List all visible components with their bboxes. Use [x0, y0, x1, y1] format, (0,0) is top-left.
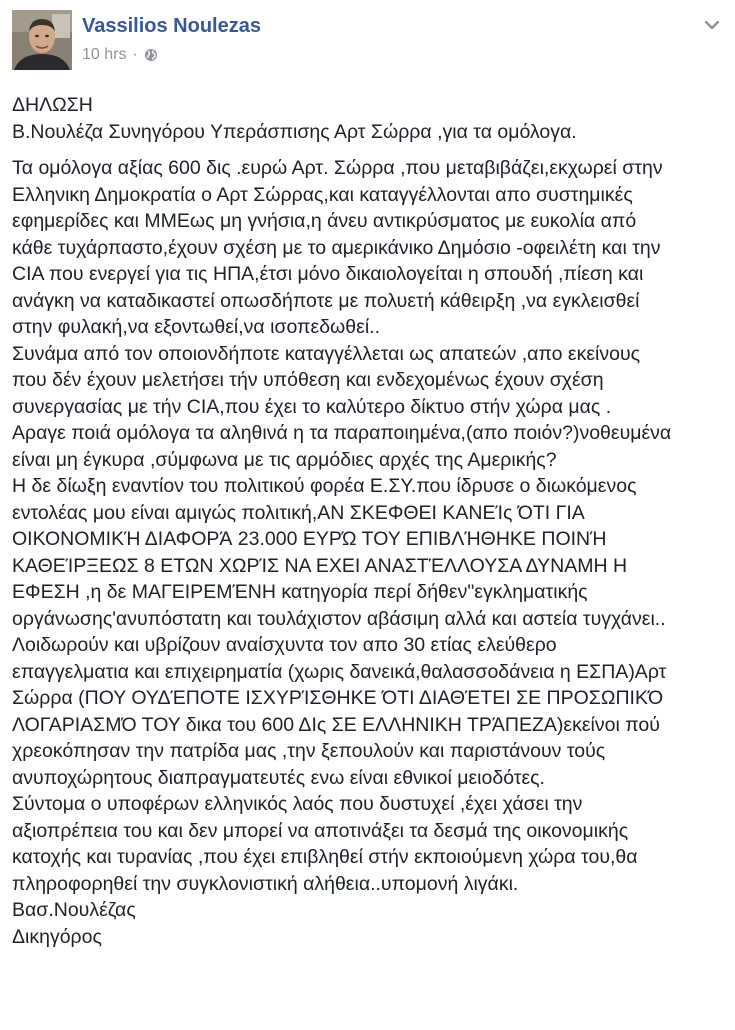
chevron-down-icon[interactable] — [701, 14, 723, 36]
meta-separator: · — [132, 46, 138, 63]
avatar[interactable] — [12, 10, 72, 70]
post-timestamp[interactable]: 10 hrs — [82, 46, 127, 63]
profile-photo-icon — [12, 10, 72, 70]
post-text — [12, 92, 724, 950]
post-body: Τα ομόλογα αξίας 600 δις .ευρώ Αρτ. Σώρρα ,που μεταβιβάζει,εκχωρεί στην Ελληνικη Δημοκρατία ο Αρτ Σώρρας,και καταγγέλλονται απο συστημικές εφημερίδες και ΜΜΕως μη γνήσια,η άνευ αντικρύσματος με ευκολία από κάθε τυχάρπαστο,έχουν σχέση με το αμερικάνικο Δημόσιο -οφειλέτη και την CIA που ενεργεί για τις ΗΠΑ,έτσι μόνο δικαιολογείται η σπουδή ,πίεση και ανάγκη να καταδικαστεί οπωσδήποτε με πολυετή κάθειρξη ,να εγκλεισθεί στην φυλακή,να εξοντωθεί,να ισοπεδωθεί.. Συνάμα από τον οποιονδήποτε καταγγέλλεται ως απατεών ,απο εκείνους που δέν έχουν μελετήσει τήν υπόθεση και ενδεχομένως έχουν σχέση συνεργασίας με τήν CIA,που έχει το καλύτερο δίκτυο στήν χώρα μας . Αραγε ποιά ομόλογα τα αληθινά η τα παραποιημένα,(απο ποιόν?)νοθευμένα είναι μη έγκυρα ,σύμφωνα με τις αρμόδιες αρχές της Αμερικής? Η δε δίωξη εναντίον του πολιτικού φορέα Ε.ΣΥ.που ίδρυσε ο διωκόμενος εντολέας μου είναι αμιγώς πολιτική,ΑΝ ΣΚΕΦΘΕΙ ΚΑΝΕΊς ΌΤΙ ΓΙΑ ΟΙΚΟΝΟΜΙΚΉ ΔΙΑΦΟΡΆ 23.000 ΕΥΡΏ ΤΟΥ ΕΠΙΒΛΉΘΗΚΕ ΠΟΙΝΉ ΚΑΘΕΊΡΞΕΩΣ 8 ΕΤΩΝ ΧΩΡΊΣ ΝΑ ΕΧΕΙ ΑΝΑΣΤΈΛΛΟΥΣΑ ΔΥΝΑΜΗ Η ΕΦΕΣΗ ,η δε ΜΑΓΕΙΡΕΜΈΝΗ κατηγορία περί δήθεν"εγκληματικής οργάνωσης'ανυπόστατη και τουλάχιστον αβάσιμη αλλά και αστεία τυγχάνει.. Λοιδωρούν και υβρίζουν αναίσχυντα τον απο 30 ετίας ελεύθερο επαγγελματια και επιχειρηματία (χωρις δανεικά,θαλασσοδάνεια η ΕΣΠΑ)Αρτ Σώρρα (ΠΟΥ ΟΥΔΈΠΟΤΕ ΙΣΧΥΡΊΣΘΗΚΕ ΌΤΙ ΔΙΑΘΈΤΕΙ ΣΕ ΠΡΟΣΩΠΙΚΌ ΛΟΓΑΡΙΑΣΜΌ ΤΟΥ δικα του 600 ΔΙς ΣΕ ΕΛΛΗΝΙΚΗ ΤΡΆΠΕΖΑ)εκείνοι πού χρεοκόπησαν την πατρίδα μας ,την ξεπουλούν και παριστάνουν τούς ανυποχώρητους διαπραγματευτές ενω είναι εθνικοί μειοδότες. Σύντομα ο υποφέρων ελληνικός λαός που δυστυχεί ,έχει χάσει την αξιοπρέπεια του και δεν μπορεί να αποτινάξει τα δεσμά της οικονομικής κατοχής και τυρανίας ,που έχει επιβληθεί στήν εκποιούμενη χώρα του,θα πληροφορηθεί την συγκλονιστική αλήθεια..υπομονή λιγάκι. Βασ.Νουλέζας Δικηγόρος — [12, 157, 672, 948]
paragraph-gap — [12, 145, 724, 155]
post-intro: ΔΗΛΩΣΗ Β.Νουλέζα Συνηγόρου Υπεράσπισης Αρτ Σώρρα ,για τα ομόλογα. — [12, 94, 577, 143]
author-name-link[interactable]: Vassilios Noulezas — [82, 15, 261, 37]
post-meta — [82, 46, 158, 64]
globe-icon[interactable] — [144, 48, 158, 62]
post-header — [12, 10, 723, 70]
